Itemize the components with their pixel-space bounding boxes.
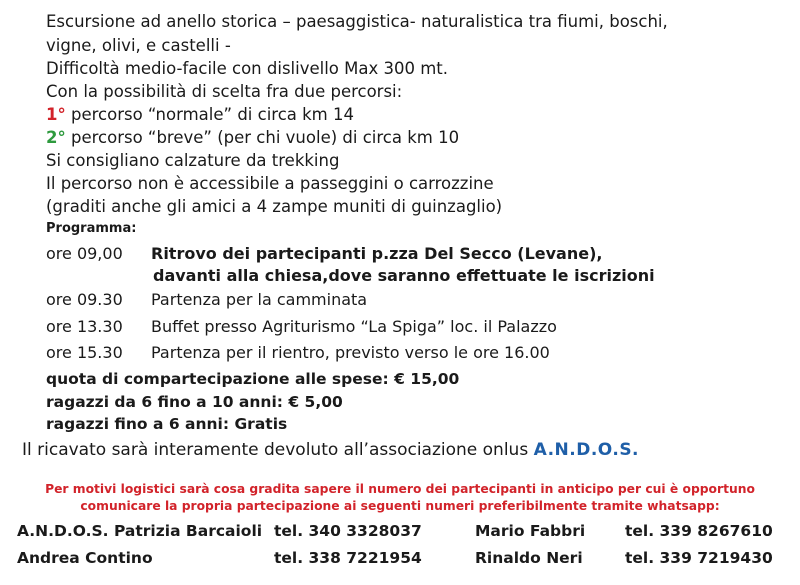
- route-1-number: 1°: [46, 105, 66, 124]
- contact-name: Andrea Contino: [17, 549, 153, 567]
- contact-tel: tel. 339 7219430: [625, 549, 773, 567]
- fee-children-6-10: ragazzi da 6 fino a 10 anni: € 5,00: [46, 393, 343, 411]
- andos-org: A.N.D.O.S.: [533, 440, 640, 460]
- intro-line-4: Con la possibilità di scelta fra due percorsi:: [46, 82, 403, 101]
- devolution-line: [22, 440, 639, 460]
- intro-line-1: Escursione ad anello storica – paesaggistica- naturalistica tra fiumi, boschi,: [46, 12, 668, 31]
- devolution-text: Il ricavato sarà interamente devoluto all’associazione onlus: [22, 440, 534, 460]
- program-item-4: [46, 343, 550, 362]
- notice-line-1: Per motivi logistici sarà cosa gradita sapere il numero dei partecipanti in anticipo per cui è opportuno: [45, 482, 755, 496]
- contact-tel: tel. 340 3328037: [274, 522, 422, 540]
- program-text: Partenza per il rientro, previsto verso le ore 16.00: [151, 343, 550, 362]
- program-time: ore 09.30: [46, 290, 123, 309]
- program-item-2: [46, 290, 367, 309]
- intro-line-2: vigne, olivi, e castelli -: [46, 36, 231, 55]
- program-text: Partenza per la camminata: [151, 290, 368, 309]
- program-time: ore 15.30: [46, 343, 123, 362]
- program-text: Ritrovo dei partecipanti p.zza Del Secco (Levane),: [151, 244, 603, 263]
- route-2-text: percorso “breve” (per chi vuole) di circa km 10: [65, 128, 460, 147]
- contact-name: A.N.D.O.S. Patrizia Barcaioli: [17, 522, 263, 540]
- contact-tel: tel. 339 8267610: [625, 522, 773, 540]
- fee-full: quota di compartecipazione alle spese: € 15,00: [46, 370, 460, 388]
- contact-name: Mario Fabbri: [475, 522, 586, 540]
- route-1-text: percorso “normale” di circa km 14: [65, 105, 354, 124]
- contact-name: Rinaldo Neri: [475, 549, 583, 567]
- notice-line-2: comunicare la propria partecipazione ai seguenti numeri preferibilmente tramite whatsapp:: [80, 499, 720, 513]
- program-item-1-cont: davanti alla chiesa,dove saranno effettuate le iscrizioni: [153, 266, 655, 285]
- contact-tel: tel. 338 7221954: [274, 549, 422, 567]
- program-time: ore 09,00: [46, 244, 123, 263]
- program-item-3: [46, 317, 557, 336]
- route-2: [46, 126, 459, 150]
- route-1: [46, 103, 354, 127]
- route-2-number: 2°: [46, 128, 66, 147]
- note-2: Il percorso non è accessibile a passeggini o carrozzine: [46, 174, 494, 193]
- note-1: Si consigliano calzature da trekking: [46, 151, 340, 170]
- program-title: Programma:: [46, 221, 137, 236]
- fee-children-under-6: ragazzi fino a 6 anni: Gratis: [46, 415, 288, 433]
- program-time: ore 13.30: [46, 317, 123, 336]
- program-text: Buffet presso Agriturismo “La Spiga” loc. il Palazzo: [151, 317, 557, 336]
- intro-line-3: Difficoltà medio-facile con dislivello Max 300 mt.: [46, 59, 449, 78]
- program-item-1: [46, 244, 602, 263]
- note-3: (graditi anche gli amici a 4 zampe muniti di guinzaglio): [46, 197, 503, 216]
